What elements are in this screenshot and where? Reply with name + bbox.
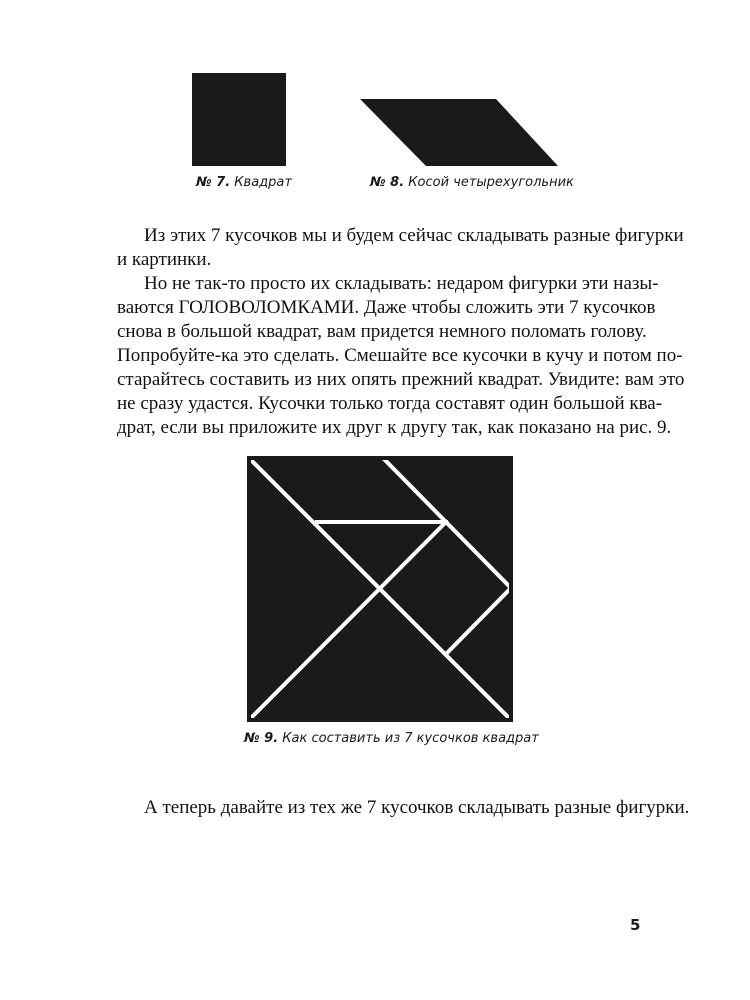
figure-7-number: № 7. [196,175,231,190]
paragraph-line: драт, если вы приложите их друг к другу так, как показано на рис. 9. [117,417,672,438]
figure-9-number: № 9. [244,731,279,746]
paragraph-3 [117,796,690,820]
figure-8-parallelogram [358,97,560,169]
page-number: 5 [630,916,641,934]
figure-9-tangram [247,456,513,722]
paragraph-2 [117,272,685,440]
paragraph-line: не сразу удастся. Кусочки только тогда составят один большой ква- [117,393,663,414]
paragraph-line: Но не так-то просто их складывать: недаром фигурки эти назы- [144,273,659,294]
figure-8-caption [370,175,574,190]
paragraph-line: снова в большой квадрат, вам придется немного поломать голову. [117,321,647,342]
figure-7-label: Квадрат [234,175,292,190]
figure-8-label: Косой четырехугольник [408,175,574,190]
figure-8-number: № 8. [370,175,405,190]
paragraph-line: и картинки. [117,249,212,270]
figure-7-square [192,73,286,166]
figure-7-caption [196,175,292,190]
paragraph-line: ваются ГОЛОВОЛОМКАМИ. Даже чтобы сложить эти 7 кусочков [117,297,656,318]
paragraph-line: А теперь давайте из тех же 7 кусочков складывать разные фигурки. [144,797,690,818]
paragraph-line: Из этих 7 кусочков мы и будем сейчас складывать разные фигурки [144,225,684,246]
paragraph-line: старайтесь составить из них опять прежний квадрат. Увидите: вам это [117,369,685,390]
paragraph-1 [117,224,684,272]
figure-9-caption [244,731,539,746]
figure-9-label: Как составить из 7 кусочков квадрат [282,731,539,746]
paragraph-line: Попробуйте-ка это сделать. Смешайте все кусочки в кучу и потом по- [117,345,683,366]
